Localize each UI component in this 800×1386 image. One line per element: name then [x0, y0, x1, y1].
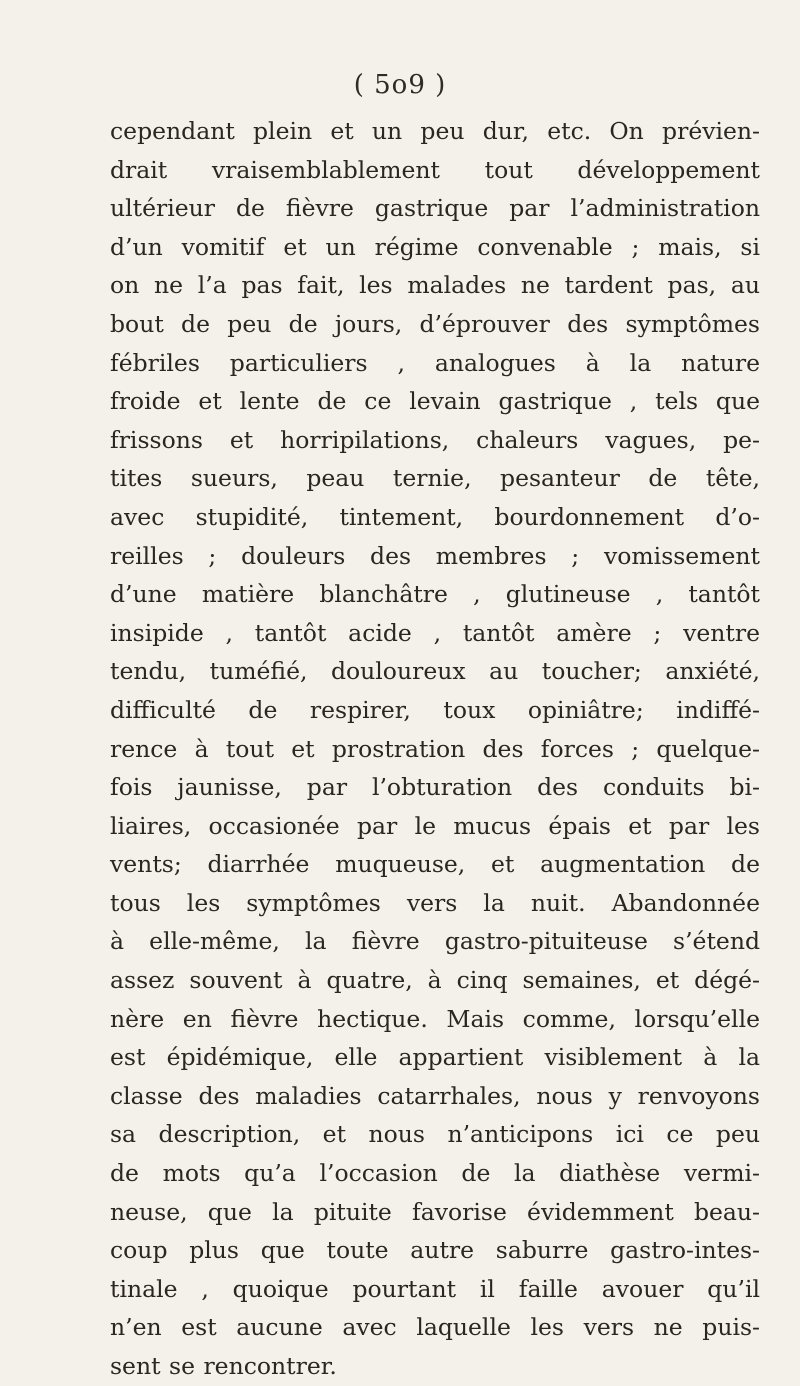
text-line: tendu, tuméfié, douloureux au toucher; anxiété,: [110, 657, 760, 686]
text-line: sent se rencontrer.: [110, 1352, 337, 1380]
text-line: drait vraisemblablement tout développement: [110, 155, 760, 184]
body-text: [110, 112, 760, 1386]
text-line: neuse, que la pituite favorise évidemment beau-: [110, 1197, 760, 1226]
text-line: tous les symptômes vers la nuit. Abandonnée: [110, 888, 760, 917]
text-line: avec stupidité, tintement, bourdonnement d’o-: [110, 502, 760, 531]
text-line: ultérieur de fièvre gastrique par l’administration: [110, 194, 760, 223]
text-line: reilles ; douleurs des membres ; vomissement: [110, 541, 760, 570]
text-line: fois jaunisse, par l’obturation des conduits bi-: [110, 773, 760, 802]
text-line: nère en fièvre hectique. Mais comme, lorsqu’elle: [110, 1004, 760, 1033]
text-line: difficulté de respirer, toux opiniâtre; indiffé-: [110, 695, 760, 724]
text-line: insipide , tantôt acide , tantôt amère ; ventre: [110, 618, 760, 647]
text-line: classe des maladies catarrhales, nous y renvoyons: [110, 1081, 760, 1110]
text-line: liaires, occasionée par le mucus épais et par les: [110, 811, 760, 840]
text-line: froide et lente de ce levain gastrique , tels que: [110, 387, 760, 416]
text-line: d’une matière blanchâtre , glutineuse , tantôt: [110, 580, 760, 609]
text-line: fébriles particuliers , analogues à la nature: [110, 348, 760, 377]
text-line: n’en est aucune avec laquelle les vers ne puis-: [110, 1313, 760, 1342]
text-line: rence à tout et prostration des forces ; quelque-: [110, 734, 760, 763]
text-line: de mots qu’a l’occasion de la diathèse vermi-: [110, 1159, 760, 1188]
text-line: bout de peu de jours, d’éprouver des symptômes: [110, 309, 760, 338]
page-number: ( 5o9 ): [353, 70, 447, 100]
text-line: à elle-même, la fièvre gastro-pituiteuse s’étend: [110, 927, 760, 956]
text-line: d’un vomitif et un régime convenable ; mais, si: [110, 232, 760, 261]
text-line: coup plus que toute autre saburre gastro-intes-: [110, 1236, 760, 1265]
text-line: frissons et horripilations, chaleurs vagues, pe-: [110, 425, 760, 454]
text-line: est épidémique, elle appartient visiblement à la: [110, 1043, 760, 1072]
text-line: vents; diarrhée muqueuse, et augmentation de: [110, 850, 760, 879]
text-line: tinale , quoique pourtant il faille avouer qu’il: [110, 1274, 760, 1303]
text-line: cependant plein et un peu dur, etc. On prévien-: [110, 117, 760, 145]
text-line: assez souvent à quatre, à cinq semaines, et dégé-: [110, 966, 760, 995]
text-line: sa description, et nous n’anticipons ici ce peu: [110, 1120, 760, 1149]
text-line: on ne l’a pas fait, les malades ne tardent pas, au: [110, 271, 760, 300]
text-line: tites sueurs, peau ternie, pesanteur de tête,: [110, 464, 760, 493]
